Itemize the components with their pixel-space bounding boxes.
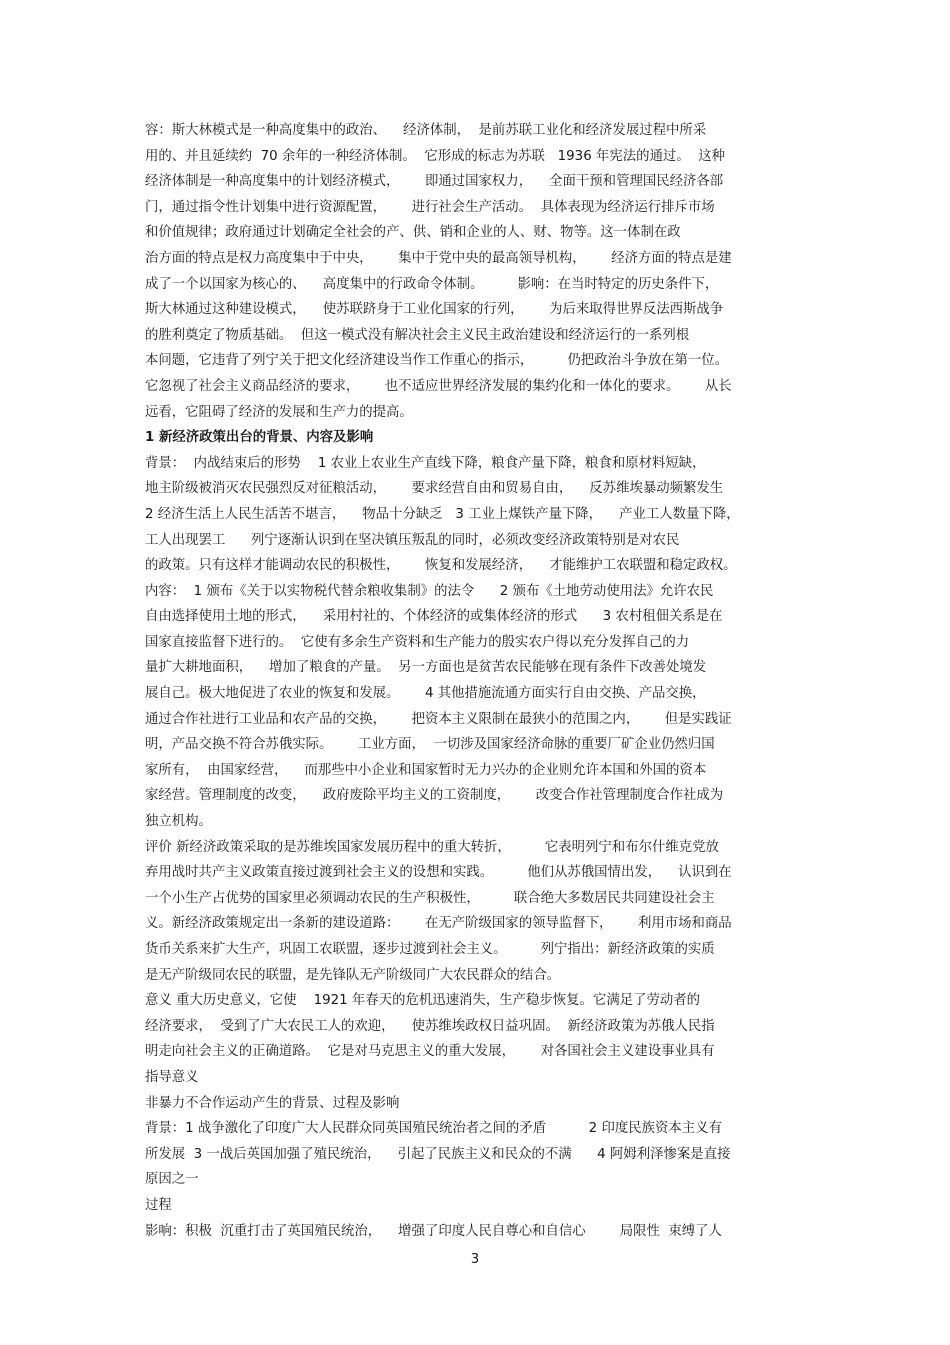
text-line: 经济体制是一种高度集中的计划经济模式， 即通过国家权力， 全面干预和管理国民经济各部 <box>145 174 724 190</box>
text-line: 治方面的特点是权力高度集中于中央， 集中于党中央的最高领导机构， 经济方面的特点是建 <box>145 250 732 266</box>
text-line: 评价 新经济政策采取的是苏维埃国家发展历程中的重大转折， 它表明列宁和布尔什维克党放 <box>145 839 719 855</box>
text-line: 成了一个以国家为核心的、 高度集中的行政命令体制。 影响：在当时特定的历史条件下， <box>145 276 719 292</box>
text-line: 工人出现罢工 列宁逐渐认识到在坚决镇压叛乱的同时，必须改变经济政策特别是对农民 <box>145 532 680 548</box>
text-line: 通过合作社进行工业品和农产品的交换， 把资本主义限制在最狭小的范围之内， 但是实践证 <box>145 711 732 727</box>
body-text <box>145 118 813 1244</box>
text-line: 背景：1 战争激化了印度广大人民群众同英国殖民统治者之间的矛盾 2 印度民族资本主义有 <box>145 1121 722 1137</box>
text-line: 它忽视了社会主义商品经济的要求， 也不适应世界经济发展的集约化和一体化的要求。 从长 <box>145 378 732 394</box>
text-line: 用的、并且延续约 70 余年的一种经济体制。 它形成的标志为苏联 1936 年宪法的通过。 这种 <box>145 148 725 164</box>
page-number: 3 <box>470 1252 480 1267</box>
text-line: 独立机构。 <box>145 814 212 830</box>
text-line: 原因之一 <box>145 1172 199 1188</box>
text-line: 一个小生产占优势的国家里必须调动农民的生产积极性， 联合绝大多数居民共同建设社会主 <box>145 890 715 906</box>
text-line: 明走向社会主义的正确道路。 它是对马克思主义的重大发展， 对各国社会主义建设事业具有 <box>145 1044 715 1060</box>
text-line: 是无产阶级同农民的联盟，是先锋队无产阶级同广大农民群众的结合。 <box>145 967 561 983</box>
text-line: 家所有， 由国家经营， 而那些中小企业和国家暂时无力兴办的企业则允许本国和外国的资本 <box>145 762 707 778</box>
text-line: 非暴力不合作运动产生的背景、过程及影响 <box>145 1095 400 1111</box>
text-line: 货币关系来扩大生产，巩固工农联盟，逐步过渡到社会主义。 列宁指出：新经济政策的实质 <box>145 942 715 957</box>
text-line: 意义 重大历史意义，它使 1921 年春天的危机迅速消失，生产稳步恢复。它满足了劳动者的 <box>145 993 701 1009</box>
text-line: 门，通过指令性计划集中进行资源配置， 进行社会生产活动。 具体表现为经济运行排斥市场 <box>145 199 715 215</box>
text-line: 和价值规律；政府通过计划确定全社会的产、供、销和企业的人、财、物等。这一体制在政 <box>145 225 681 241</box>
text-line: 1 新经济政策出台的背景、内容及影响 <box>145 430 374 446</box>
text-line: 家经营。管理制度的改变， 政府废除平均主义的工资制度， 改变合作社管理制度合作社成为 <box>145 788 724 804</box>
text-line: 的政策。只有这样才能调动农民的积极性， 恢复和发展经济， 才能维护工农联盟和稳定政权。 <box>145 558 737 574</box>
text-line: 地主阶级被消灭农民强烈反对征粮活动， 要求经营自由和贸易自由， 反苏维埃暴动频繁发生 <box>145 481 724 497</box>
text-line: 斯大林通过这种建设模式， 使苏联跻身于工业化国家的行列， 为后来取得世界反法西斯战争 <box>145 302 724 318</box>
text-line: 展自己。极大地促进了农业的恢复和发展。 4 其他措施流通方面实行自由交换、产品交换， <box>145 686 706 702</box>
text-line: 国家直接监督下进行的。 它使有多余生产资料和生产能力的殷实农户得以充分发挥自己的力 <box>145 634 690 650</box>
text-line: 所发展 3 一战后英国加强了殖民统治， 引起了民族主义和民众的不满 4 阿姆利泽惨案是直接 <box>145 1146 731 1162</box>
text-line: 义。新经济政策规定出一条新的建设道路： 在无产阶级国家的领导监督下， 利用市场和商品 <box>145 916 732 932</box>
text-line: 背景： 内战结束后的形势 1 农业上农业生产直线下降，粮食产量下降，粮食和原材料短缺， <box>145 455 706 471</box>
text-line: 量扩大耕地面积， 增加了粮食的产量。 另一方面也是贫苦农民能够在现有条件下改善处境发 <box>145 660 707 676</box>
text-line: 的胜利奠定了物质基础。 但这一模式没有解决社会主义民主政治建设和经济运行的一系列根 <box>145 327 690 343</box>
text-line: 本问题，它违背了列宁关于把文化经济建设当作工作重心的指示， 仍把政治斗争放在第一位。 <box>145 353 729 369</box>
text-line: 内容： 1 颁布《关于以实物税代替余粮收集制》的法令 2 颁布《土地劳动使用法》允许农民 <box>145 583 714 599</box>
text-line: 影响：积极 沉重打击了英国殖民统治， 增强了印度人民自尊心和自信心 局限性 束缚了人 <box>145 1223 722 1239</box>
text-line: 过程 <box>145 1197 172 1213</box>
text-line: 明，产品交换不符合苏俄实际。 工业方面， 一切涉及国家经济命脉的重要厂矿企业仍然归国 <box>145 737 715 753</box>
text-line: 容：斯大林模式是一种高度集中的政治、 经济体制， 是前苏联工业化和经济发展过程中所采 <box>145 123 707 138</box>
text-line: 弃用战时共产主义政策直接过渡到社会主义的设想和实践。 他们从苏俄国情出发， 认识到在 <box>145 865 732 881</box>
text-line: 远看，它阻碍了经济的发展和生产力的提高。 <box>145 404 413 420</box>
text-line: 指导意义 <box>145 1069 199 1085</box>
text-line: 经济要求， 受到了广大农民工人的欢迎， 使苏维埃政权日益巩固。 新经济政策为苏俄人民指 <box>145 1018 715 1034</box>
text-line: 2 经济生活上人民生活苦不堪言， 物品十分缺乏 3 工业上煤铁产量下降， 产业工人数量下降， <box>145 506 740 522</box>
text-line: 自由选择使用土地的形式， 采用村社的、个体经济的或集体经济的形式 3 农村租佃关系是在 <box>145 609 723 625</box>
